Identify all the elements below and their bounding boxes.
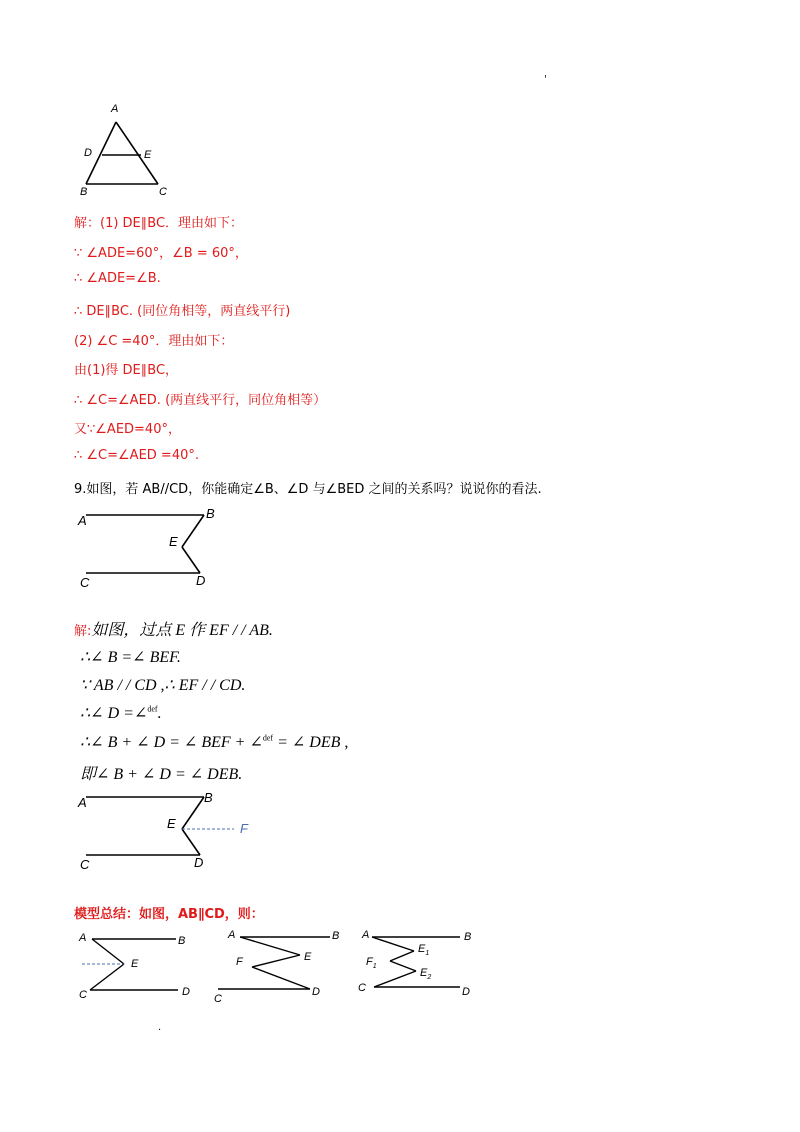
label-c: C — [358, 982, 366, 994]
solution1-line5: (2) ∠C =40°．理由如下： — [74, 334, 234, 349]
solution1-line1: 解：(1) DE∥BC．理由如下： — [74, 216, 244, 231]
label-c: C — [159, 186, 167, 198]
solution2-prefix: 解: — [74, 624, 92, 639]
parallel-lines-figure — [76, 505, 226, 590]
label-e: E — [167, 816, 176, 831]
label-a: A — [79, 932, 87, 944]
label-a: A — [78, 513, 87, 528]
solution1-line3: ∴ ∠ADE=∠B. — [74, 271, 161, 286]
label-e: E — [169, 534, 178, 549]
label-b: B — [178, 935, 186, 947]
label-c: C — [80, 857, 90, 872]
solution2-line1: 如图，过点 E 作 EF / / AB. — [91, 622, 273, 639]
solution1-line6: 由(1)得 DE∥BC， — [74, 363, 179, 378]
solution2-line6: 即∠ B + ∠ D = ∠ DEB. — [80, 766, 243, 783]
label-e2: $E_2$ — [420, 967, 432, 981]
solution1-line4: ∴ DE∥BC. (同位角相等，两直线平行) — [74, 304, 291, 319]
label-b: B — [206, 506, 215, 521]
solution1-line7: ∴ ∠C=∠AED. (两直线平行，同位角相等） — [74, 393, 327, 408]
label-e1: $E_1$ — [418, 943, 430, 957]
label-b: B — [332, 930, 340, 942]
label-f: F — [240, 821, 248, 836]
label-e: E — [144, 149, 152, 161]
solution2-line4: ∴∠ D =∠ — [80, 705, 148, 722]
label-a: A — [362, 929, 370, 941]
triangle-figure — [78, 100, 178, 200]
label-d: D — [196, 573, 206, 588]
solution1-line9: ∴ ∠C=∠AED =40°. — [74, 448, 199, 463]
solution2-line3: ∵ AB / / CD ,∴ EF / / CD. — [80, 677, 246, 694]
solution2-line2: ∴∠ B =∠ BEF. — [80, 649, 181, 666]
label-d: D — [84, 147, 92, 159]
label-a: A — [228, 929, 236, 941]
label-d: D — [462, 986, 470, 998]
label-d: D — [194, 855, 204, 870]
parallel-lines-ef-figure — [76, 787, 266, 877]
label-b: B — [80, 186, 88, 198]
label-a: A — [111, 103, 119, 115]
label-f: F — [236, 956, 243, 968]
model-2-figure — [210, 925, 350, 1007]
label-d: D — [182, 986, 190, 998]
label-d: D — [312, 986, 320, 998]
label-b: B — [464, 931, 472, 943]
solution1-line8: 又∵∠AED=40°， — [74, 422, 181, 437]
solution2-line4-end: . — [157, 705, 162, 722]
model-1-figure — [76, 928, 206, 1003]
def-symbol: def — [262, 733, 274, 743]
label-e: E — [131, 958, 139, 970]
label-c: C — [80, 575, 90, 590]
solution2-line5-end: = ∠ DEB , — [273, 734, 349, 751]
model-3-figure — [352, 925, 482, 1003]
bottom-mark: . — [158, 1022, 162, 1033]
question-9: 9.如图，若 AB//CD，你能确定∠B、∠D 与∠BED 之间的关系吗？说说你的看法. — [74, 482, 542, 497]
label-c: C — [79, 989, 87, 1001]
label-f1: $F_1$ — [366, 956, 377, 970]
model-summary-title: 模型总结：如图，AB∥CD，则： — [74, 907, 264, 922]
corner-mark: ' — [544, 74, 547, 85]
label-a: A — [78, 795, 87, 810]
def-symbol: def — [147, 704, 158, 714]
solution1-line2: ∵ ∠ADE=60°，∠B = 60°， — [74, 246, 248, 261]
label-b: B — [204, 790, 213, 805]
label-e: E — [304, 951, 312, 963]
solution2-line5: ∴∠ B + ∠ D = ∠ BEF + ∠ — [80, 734, 263, 751]
label-c: C — [214, 993, 222, 1005]
